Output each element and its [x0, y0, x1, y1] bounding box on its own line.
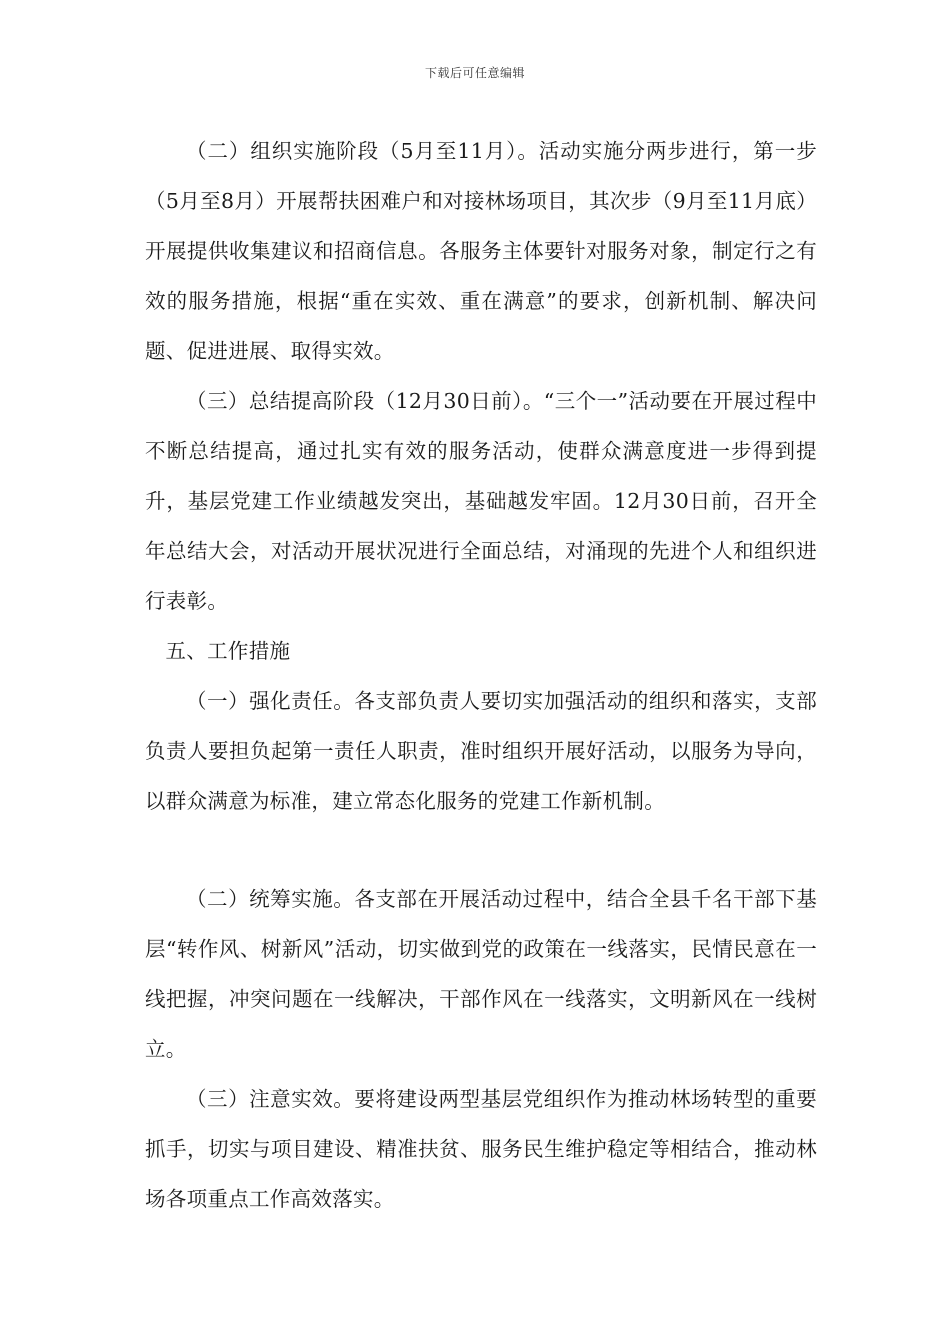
- paragraph-coordinated-implementation: （二）统筹实施。各支部在开展活动过程中，结合全县千名干部下基层“转作风、树新风”活动，切实做到党的政策在一线落实，民情民意在一线把握，冲突问题在一线解决，干部作风在一线落实，文明新风在一线树立。: [145, 887, 817, 1061]
- document-body: [145, 126, 817, 1224]
- page-header: 下载后可任意编辑: [424, 66, 525, 80]
- section-heading-work-measures: 五、工作措施: [165, 639, 291, 663]
- paragraph-implementation-stage: （二）组织实施阶段（5月至11月）。活动实施分两步进行，第一步（5月至8月）开展帮扶困难户和对接林场项目，其次步（9月至11月底）开展提供收集建议和招商信息。各服务主体要针对服务对象，制定行之有效的服务措施，根据“重在实效、重在满意”的要求，创新机制、解决问题、促进进展、取得实效。: [145, 139, 817, 363]
- paragraph-focus-on-results: （三）注意实效。要将建设两型基层党组织作为推动林场转型的重要抓手，切实与项目建设、精准扶贫、服务民生维护稳定等相结合，推动林场各项重点工作高效落实。: [145, 1087, 817, 1211]
- paragraph-strengthen-responsibility: （一）强化责任。各支部负责人要切实加强活动的组织和落实，支部负责人要担负起第一责任人职责，准时组织开展好活动，以服务为导向，以群众满意为标准，建立常态化服务的党建工作新机制。: [145, 689, 817, 813]
- paragraph-summary-stage: （三）总结提高阶段（12月30日前）。“三个一”活动要在开展过程中不断总结提高，通过扎实有效的服务活动，使群众满意度进一步得到提升，基层党建工作业绩越发突出，基础越发牢固。12月30日前，召开全年总结大会，对活动开展状况进行全面总结，对涌现的先进个人和组织进行表彰。: [145, 389, 817, 613]
